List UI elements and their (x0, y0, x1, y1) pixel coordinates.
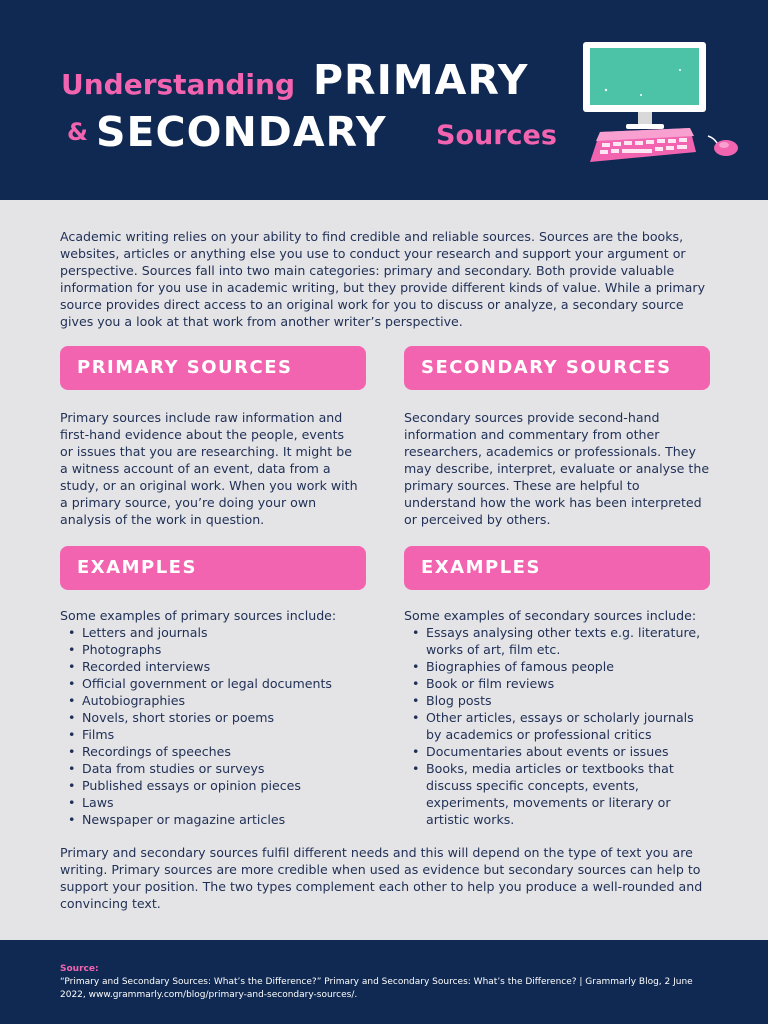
list-item: • Recorded interviews (60, 658, 360, 675)
list-item: • Essays analysing other texts e.g. literature, works of art, film etc. (404, 624, 710, 658)
list-item: • Biographies of famous people (404, 658, 710, 675)
closing-paragraph: Primary and secondary sources fulfil different needs and this will depend on the type of text you are writing. Primary sources are more credible when used as evidence but secondary sources can help to support your position. The two types complement each other to help you produce a well-rounded and convincing text. (60, 845, 703, 911)
source-citation: “Primary and Secondary Sources: What’s the Difference?” Primary and Secondary Sources: What’s the Difference? | Grammarly Blog, 2 June 2022, www.grammarly.com/blog/primary-and-secondary-sources/. (60, 977, 693, 1000)
title-secondary: SECONDARY (96, 108, 387, 156)
list-item: • Documentaries about events or issues (404, 743, 710, 760)
title-ampersand: & (67, 118, 88, 146)
list-item: • Autobiographies (60, 692, 360, 709)
list-item: • Books, media articles or textbooks that discuss specific concepts, events, experiments, movements or literary or artistic works. (404, 760, 710, 828)
source-label: Source: (60, 964, 99, 974)
list-item: • Films (60, 726, 360, 743)
intro-paragraph: Academic writing relies on your ability to find credible and reliable sources. Sources are the books, websites, articles or anything else you use to conduct your research and support your argument or perspective. Sources fall into two main categories: primary and secondary. Both provide valuable information for you use in academic writing, but they provide different kinds of value. While a primary source provides direct access to an original work for you to discuss or analyze, a secondary source gives you a look at that work from another writer’s perspective. (60, 229, 706, 329)
secondary-examples-heading: EXAMPLES (404, 546, 710, 590)
primary-examples-heading: EXAMPLES (60, 546, 366, 590)
list-item: • Laws (60, 794, 360, 811)
list-item: • Other articles, essays or scholarly journals by academics or professional critics (404, 709, 710, 743)
list-item: • Book or film reviews (404, 675, 710, 692)
primary-description: Primary sources include raw information and first-hand evidence about the people, events or issues that you are researching. It might be a witness account of an event, data from a study, or an original work. When you work with a primary source, you’re doing your own analysis of the work in question. (60, 410, 358, 527)
title-primary: PRIMARY (313, 56, 529, 104)
list-item: • Newspaper or magazine articles (60, 811, 360, 828)
secondary-examples-intro: Some examples of secondary sources include: (404, 608, 697, 623)
list-item: • Novels, short stories or poems (60, 709, 360, 726)
secondary-description: Secondary sources provide second-hand information and commentary from other researchers, academics or professionals. They may describe, interpret, evaluate or analyse the primary sources. These are helpful to understand how the work has been interpreted or perceived by others. (404, 410, 710, 527)
computer-keyboard-mouse-icon (578, 40, 743, 168)
list-item: • Photographs (60, 641, 360, 658)
list-item: • Official government or legal documents (60, 675, 360, 692)
list-item: • Published essays or opinion pieces (60, 777, 360, 794)
title-understanding: Understanding (61, 68, 296, 101)
list-item: • Recordings of speeches (60, 743, 360, 760)
list-item: • Blog posts (404, 692, 710, 709)
primary-examples-intro: Some examples of primary sources include: (60, 608, 337, 623)
primary-examples-list (60, 624, 360, 828)
list-item: • Letters and journals (60, 624, 360, 641)
primary-sources-heading: PRIMARY SOURCES (60, 346, 366, 390)
secondary-sources-heading: SECONDARY SOURCES (404, 346, 710, 390)
list-item: • Data from studies or surveys (60, 760, 360, 777)
secondary-examples-list (404, 624, 710, 828)
title-sources: Sources (436, 120, 557, 151)
